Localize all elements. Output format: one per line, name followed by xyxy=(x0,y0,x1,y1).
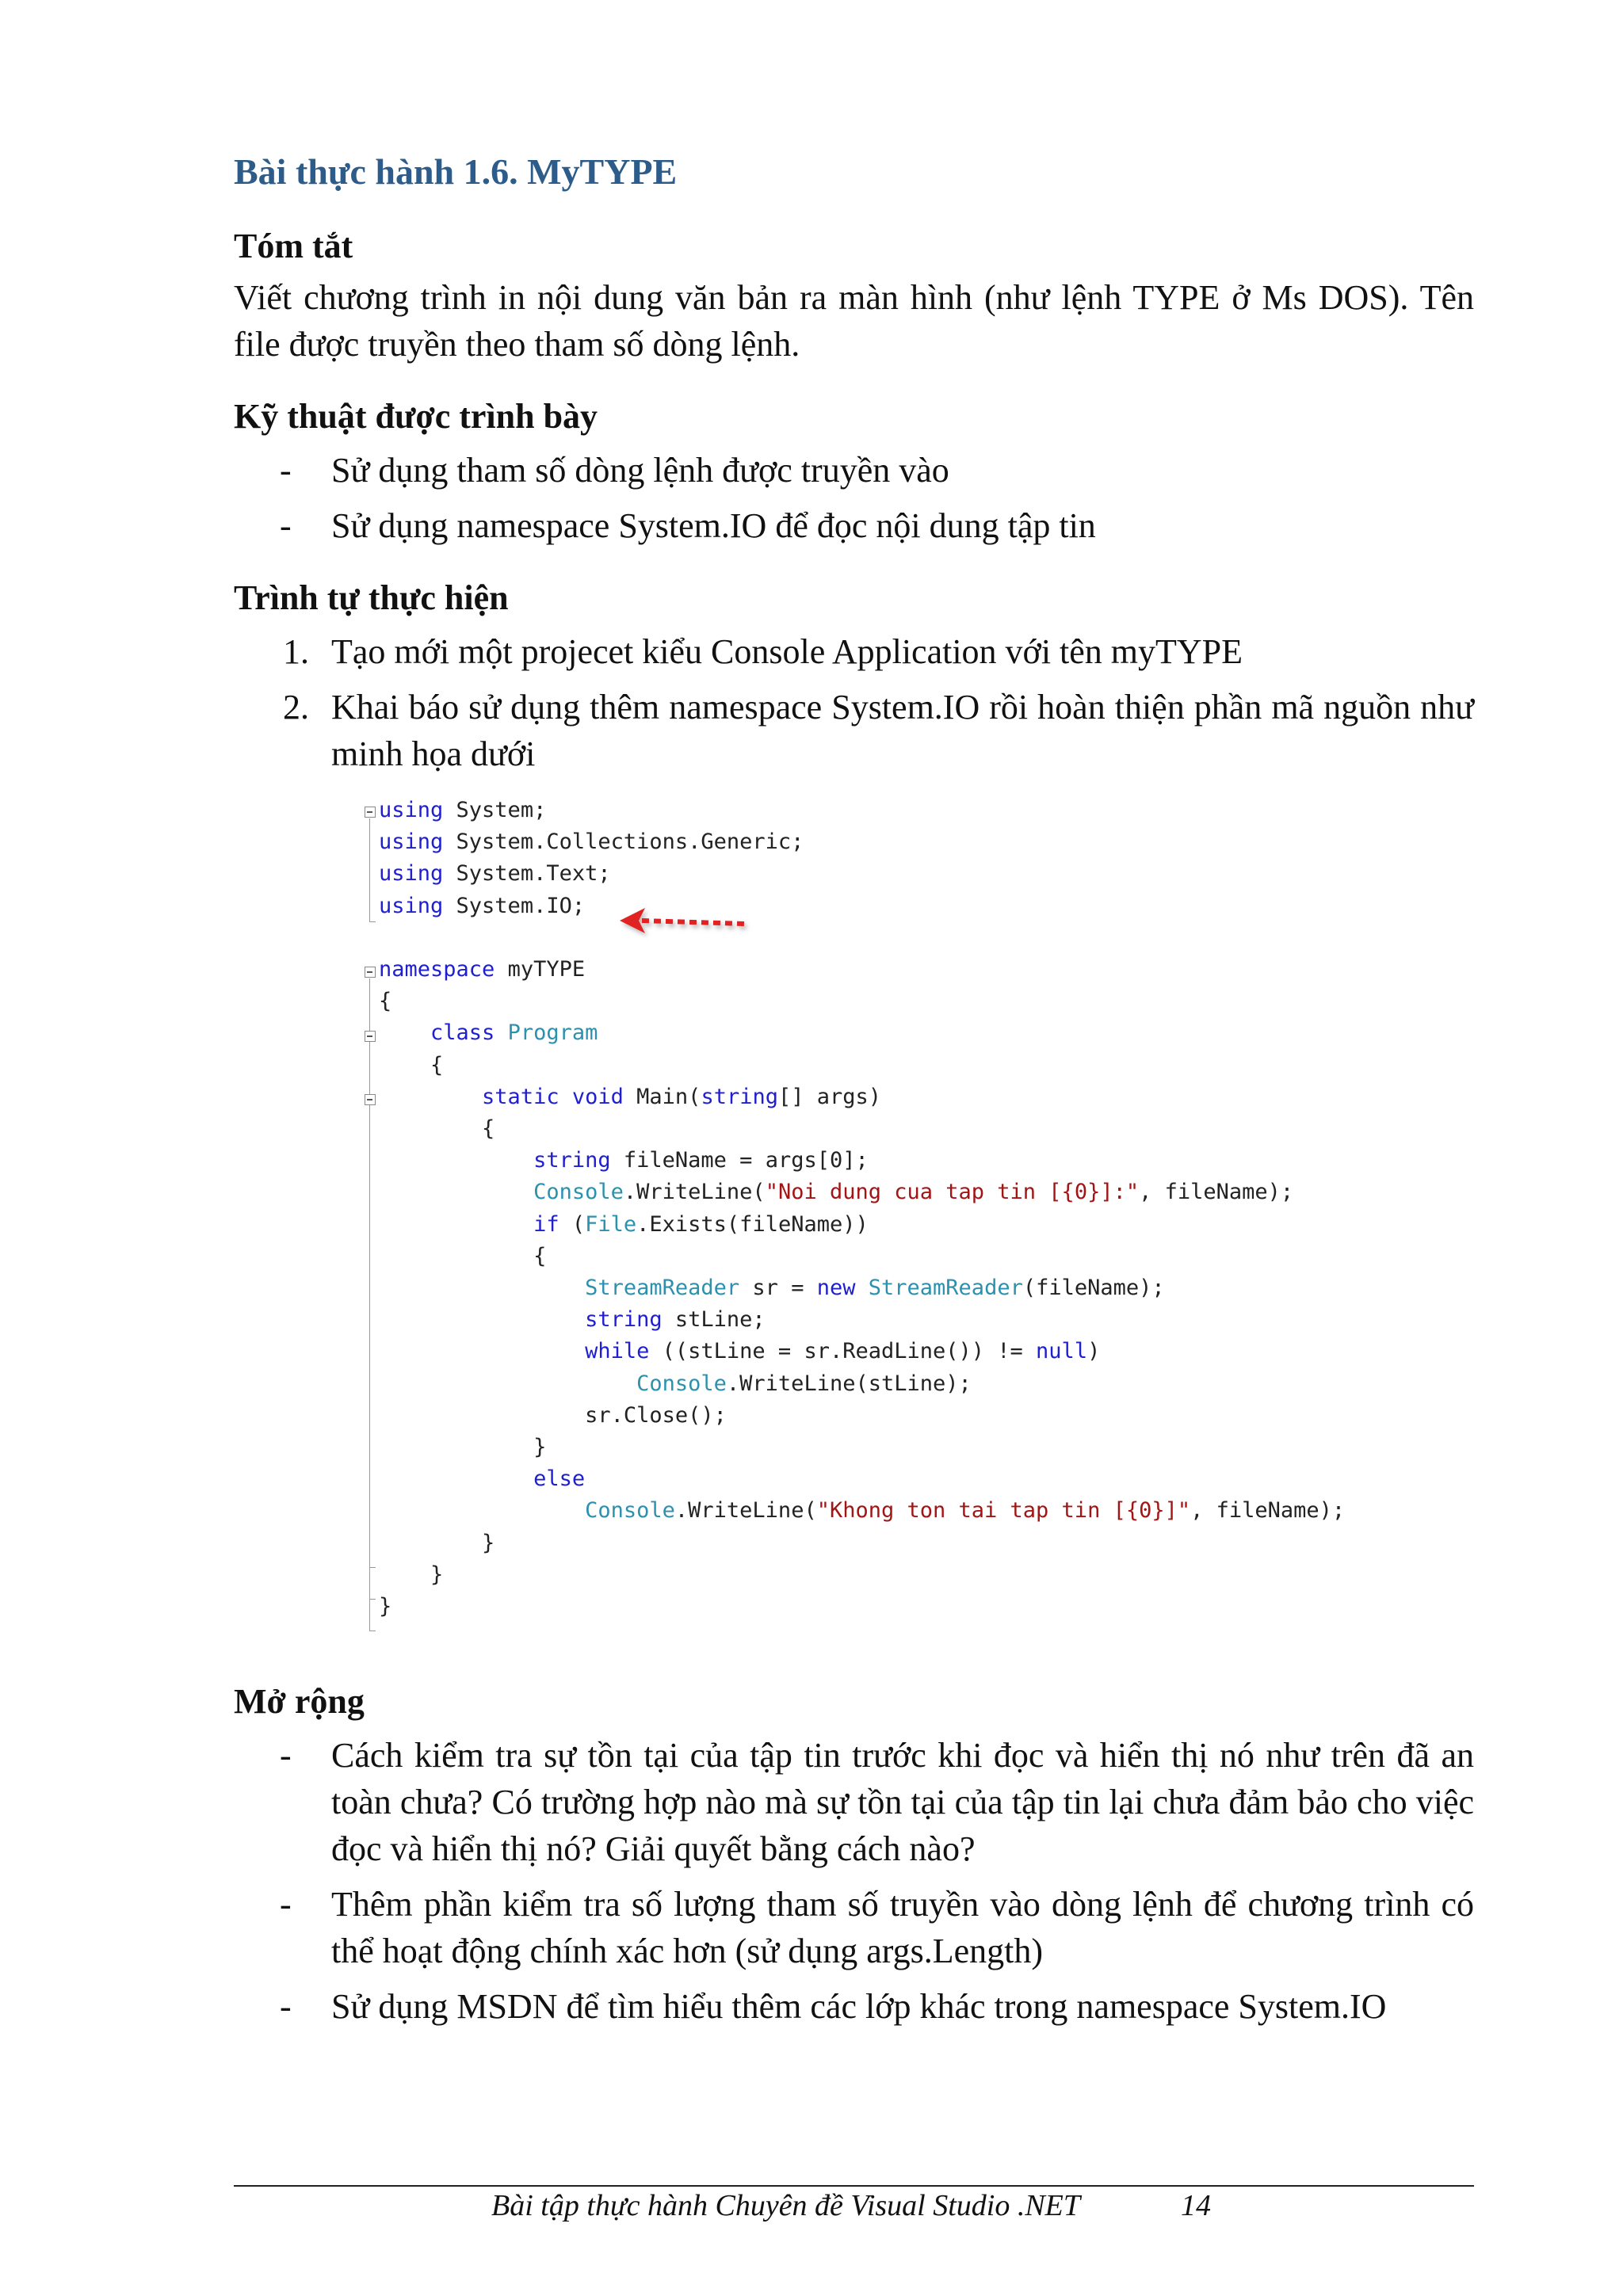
code-line xyxy=(379,1244,546,1276)
code-token: , fileName); xyxy=(1139,1180,1294,1205)
code-token: using xyxy=(379,798,444,822)
code-token: sr = xyxy=(739,1276,817,1300)
code-token: (fileName); xyxy=(1022,1276,1165,1300)
outline-tick xyxy=(369,1599,376,1600)
code-token: string xyxy=(533,1148,611,1173)
code-token: string xyxy=(585,1307,663,1333)
code-token: namespace xyxy=(379,957,495,982)
code-token xyxy=(495,1020,507,1045)
code-token: System.Collections.Generic; xyxy=(443,830,804,855)
list-item xyxy=(234,1732,1474,1872)
code-token: } xyxy=(379,1562,444,1587)
code-line xyxy=(379,1148,869,1180)
code-token: "Noi dung cua tap tin [{0}]:" xyxy=(765,1180,1140,1205)
techniques-heading: Kỹ thuật được trình bày xyxy=(234,397,598,436)
collapse-icon xyxy=(365,1031,376,1042)
code-line xyxy=(379,1020,598,1052)
code-token: Program xyxy=(507,1020,598,1046)
code-token: if xyxy=(533,1211,559,1237)
code-line xyxy=(379,1594,391,1626)
code-token xyxy=(379,1020,430,1045)
code-token: StreamReader xyxy=(585,1276,740,1300)
steps-list xyxy=(234,628,1474,786)
code-token xyxy=(379,1212,533,1237)
collapse-icon xyxy=(365,967,376,978)
code-token: } xyxy=(379,1435,547,1459)
code-line xyxy=(379,1276,1165,1307)
code-line xyxy=(379,1212,869,1244)
code-line xyxy=(379,1085,881,1116)
code-token: { xyxy=(379,1243,547,1268)
code-token: } xyxy=(379,1530,495,1555)
code-token: .WriteLine( xyxy=(674,1498,817,1524)
code-token xyxy=(559,1085,572,1109)
code-line xyxy=(379,1339,1100,1371)
code-token: class xyxy=(430,1020,495,1046)
list-item-text: Sử dụng namespace System.IO để đọc nội dung tập tin xyxy=(331,506,1096,545)
code-token xyxy=(379,1371,636,1396)
code-line xyxy=(379,830,804,861)
code-token: System.Text; xyxy=(443,861,611,887)
code-token: } xyxy=(379,1594,392,1619)
code-token: ((stLine = sr.ReadLine()) != xyxy=(649,1339,1037,1364)
list-item-text: Sử dụng MSDN để tìm hiểu thêm các lớp khác trong namespace System.IO xyxy=(331,1987,1387,2026)
list-item-text: Tạo mới một projecet kiểu Console Application với tên myTYPE xyxy=(331,632,1243,671)
code-token: sr.Close(); xyxy=(379,1402,727,1428)
code-token: string xyxy=(701,1084,778,1109)
code-line xyxy=(379,894,585,925)
list-item-text: Thêm phần kiểm tra số lượng tham số truyền vào dòng lệnh để chương trình có thể hoạt động chính xác hơn (sử dụng args.Length) xyxy=(331,1885,1474,1970)
list-item xyxy=(234,628,1474,675)
extension-heading: Mở rộng xyxy=(234,1682,365,1721)
summary-text: Viết chương trình in nội dung văn bản ra màn hình (như lệnh TYPE ở Ms DOS). Tên file được truyền theo tham số dòng lệnh. xyxy=(234,278,1474,364)
code-token: { xyxy=(379,989,392,1014)
section-title: Bài thực hành 1.6. MyTYPE xyxy=(234,151,678,192)
outline-tick xyxy=(369,921,376,922)
list-item xyxy=(234,684,1474,777)
list-item xyxy=(234,1983,1474,2030)
code-line xyxy=(379,1435,546,1466)
footer-divider xyxy=(234,2185,1474,2187)
code-token: .Exists(fileName)) xyxy=(636,1211,869,1237)
list-item-text: Cách kiểm tra sự tồn tại của tập tin trước khi đọc và hiển thị nó như trên đã an toàn chưa? Có trường hợp nào mà sự tồn tại của tập tin lại chưa đảm bảo cho việc đọc và hiển thị nó? Giải quyết bằng cách nào? xyxy=(331,1736,1474,1868)
code-token: using xyxy=(379,861,444,887)
list-marker: - xyxy=(280,1987,292,2026)
code-token: .WriteLine( xyxy=(623,1180,766,1205)
code-token: using xyxy=(379,830,444,855)
code-line xyxy=(379,1307,766,1339)
code-token xyxy=(379,1148,533,1173)
code-token xyxy=(379,1339,585,1363)
code-token xyxy=(379,1276,585,1300)
steps-heading: Trình tự thực hiện xyxy=(234,578,509,617)
code-line xyxy=(379,1403,727,1435)
code-token: fileName = args[0]; xyxy=(610,1148,869,1173)
list-marker: - xyxy=(280,1736,292,1775)
outline-tick xyxy=(369,1567,376,1568)
code-token: using xyxy=(379,893,444,918)
code-token: { xyxy=(379,1116,495,1141)
list-marker: 2. xyxy=(283,688,309,727)
code-token: Console xyxy=(636,1371,727,1396)
code-token: ) xyxy=(1087,1339,1101,1364)
code-line xyxy=(379,1466,585,1498)
code-token: Console xyxy=(585,1498,675,1524)
code-token: [] args) xyxy=(777,1084,882,1109)
code-token: null xyxy=(1036,1339,1088,1364)
code-token xyxy=(379,1085,482,1109)
code-line xyxy=(379,1531,495,1562)
code-line xyxy=(379,1180,1293,1211)
code-token: { xyxy=(379,1052,444,1077)
list-item-text: Sử dụng tham số dòng lệnh được truyền vào xyxy=(331,451,949,490)
code-token: File xyxy=(585,1211,637,1237)
code-token: void xyxy=(571,1084,624,1109)
code-token: , fileName); xyxy=(1190,1498,1346,1524)
extension-list xyxy=(234,1732,1474,2039)
code-line xyxy=(379,861,611,893)
code-token xyxy=(379,1498,585,1523)
list-marker: 1. xyxy=(283,632,309,671)
footer-text: Bài tập thực hành Chuyên đề Visual Studio .NET xyxy=(491,2189,1081,2222)
code-screenshot xyxy=(357,796,1474,1632)
code-token: Console xyxy=(533,1180,624,1205)
code-token: while xyxy=(585,1339,650,1364)
code-line xyxy=(379,957,585,989)
outline-tick xyxy=(369,1630,376,1631)
list-marker: - xyxy=(280,1885,292,1924)
code-token xyxy=(379,1466,533,1491)
list-item-text: Khai báo sử dụng thêm namespace System.IO rồi hoàn thiện phần mã nguồn như minh họa dưới xyxy=(331,688,1474,773)
list-marker: - xyxy=(280,506,292,545)
collapse-icon xyxy=(365,1094,376,1105)
code-token: new xyxy=(816,1276,856,1300)
list-item xyxy=(234,447,1474,494)
code-token: myTYPE xyxy=(495,957,586,982)
code-token: System.IO; xyxy=(443,893,586,918)
outline-line xyxy=(369,978,370,1630)
arrow-left-icon xyxy=(618,903,753,951)
code-token xyxy=(856,1276,869,1300)
code-token xyxy=(379,1180,533,1204)
list-item xyxy=(234,1881,1474,1974)
code-token: static xyxy=(482,1084,559,1109)
list-marker: - xyxy=(280,451,292,490)
code-token: System; xyxy=(443,798,547,822)
outline-line xyxy=(369,818,370,921)
code-token: "Khong ton tai tap tin [{0}]" xyxy=(816,1498,1191,1524)
code-line xyxy=(379,989,391,1020)
code-line xyxy=(379,1498,1345,1530)
code-token: StreamReader xyxy=(868,1276,1023,1300)
code-token: else xyxy=(533,1466,586,1492)
code-line xyxy=(379,1116,495,1148)
code-token xyxy=(379,1307,585,1332)
techniques-list xyxy=(234,447,1474,558)
collapse-icon xyxy=(365,807,376,818)
code-line xyxy=(379,1371,972,1403)
code-token: ( xyxy=(559,1211,586,1237)
code-line xyxy=(379,1053,443,1085)
code-token: stLine; xyxy=(662,1307,766,1333)
code-line xyxy=(379,1562,443,1594)
code-line xyxy=(379,798,546,830)
page-number: 14 xyxy=(1181,2189,1211,2222)
code-token: Main( xyxy=(623,1084,701,1109)
code-token: .WriteLine(stLine); xyxy=(726,1371,972,1396)
list-item xyxy=(234,502,1474,549)
summary-heading: Tóm tắt xyxy=(234,227,353,265)
